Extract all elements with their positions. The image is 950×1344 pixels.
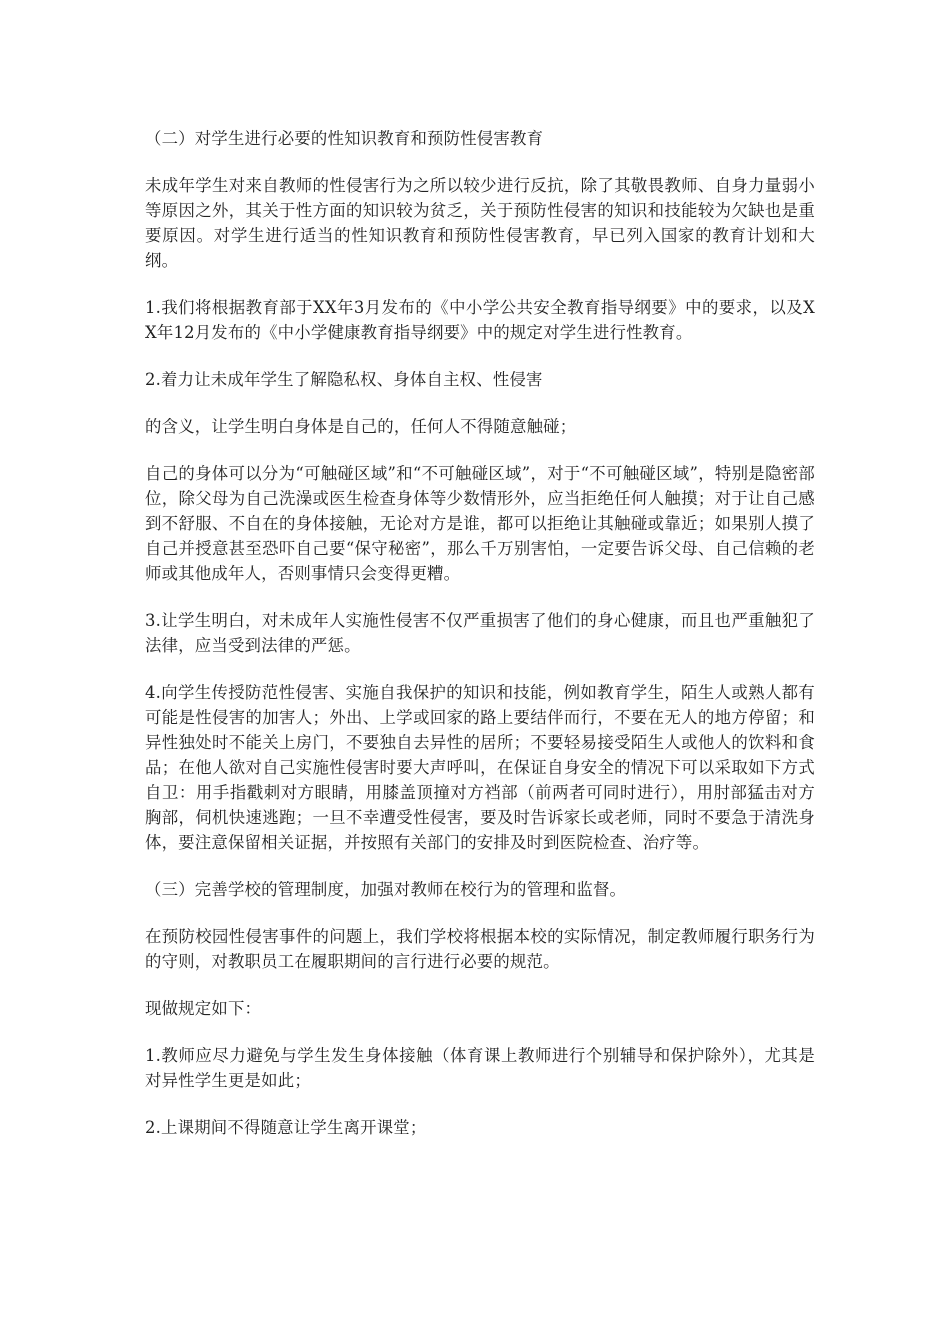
document-body (145, 126, 815, 1162)
list-item: 1.教师应尽力避免与学生发生身体接触（体育课上教师进行个别辅导和保护除外），尤其是对异性学生更是如此； (145, 1046, 815, 1090)
list-item: 1.我们将根据教育部于XX年3月发布的《中小学公共安全教育指导纲要》中的要求，以及XX年12月发布的《中小学健康教育指导纲要》中的规定对学生进行性教育。 (145, 298, 815, 342)
paragraph: 现做规定如下： (145, 999, 262, 1018)
list-item: 2.上课期间不得随意让学生离开课堂； (145, 1118, 427, 1137)
list-item: 4.向学生传授防范性侵害、实施自我保护的知识和技能，例如教育学生，陌生人或熟人都有可能是性侵害的加害人；外出、上学或回家的路上要结伴而行，不要在无人的地方停留；和异性独处时不能关上房门，不要独自去异性的居所；不要轻易接受陌生人或他人的饮料和食品；在他人欲对自己实施性侵害时要大声呼叫，在保证自身安全的情况下可以采取如下方式自卫：用手指戳刺对方眼睛，用膝盖顶撞对方裆部（前两者可同时进行），用肘部猛击对方胸部，伺机快速逃跑；一旦不幸遭受性侵害，要及时告诉家长或老师，同时不要急于清洗身体，要注意保留相关证据，并按照有关部门的安排及时到医院检查、治疗等。 (145, 683, 815, 852)
list-item: 3.让学生明白，对未成年人实施性侵害不仅严重损害了他们的身心健康，而且也严重触犯了法律，应当受到法律的严惩。 (145, 611, 815, 655)
list-item: 2.着力让未成年学生了解隐私权、身体自主权、性侵害 (145, 370, 543, 389)
section-heading-3: （三）完善学校的管理制度，加强对教师在校行为的管理和监督。 (145, 880, 627, 899)
paragraph: 的含义，让学生明白身体是自己的，任何人不得随意触碰； (145, 417, 577, 436)
section-heading-2: （二）对学生进行必要的性知识教育和预防性侵害教育 (145, 129, 544, 148)
paragraph: 在预防校园性侵害事件的问题上，我们学校将根据本校的实际情况，制定教师履行职务行为的守则，对教职员工在履职期间的言行进行必要的规范。 (145, 927, 815, 971)
paragraph: 未成年学生对来自教师的性侵害行为之所以较少进行反抗，除了其敬畏教师、自身力量弱小等原因之外，其关于性方面的知识较为贫乏，关于预防性侵害的知识和技能较为欠缺也是重要原因。对学生进行适当的性知识教育和预防性侵害教育，早已列入国家的教育计划和大纲。 (145, 176, 815, 270)
paragraph: 自己的身体可以分为“可触碰区域”和“不可触碰区域”，对于“不可触碰区域”，特别是隐密部位，除父母为自己洗澡或医生检查身体等少数情形外，应当拒绝任何人触摸；对于让自己感到不舒服、不自在的身体接触，无论对方是谁，都可以拒绝让其触碰或靠近；如果别人摸了自己并授意甚至恐吓自己要“保守秘密”，那么千万别害怕，一定要告诉父母、自己信赖的老师或其他成年人，否则事情只会变得更糟。 (145, 464, 815, 583)
